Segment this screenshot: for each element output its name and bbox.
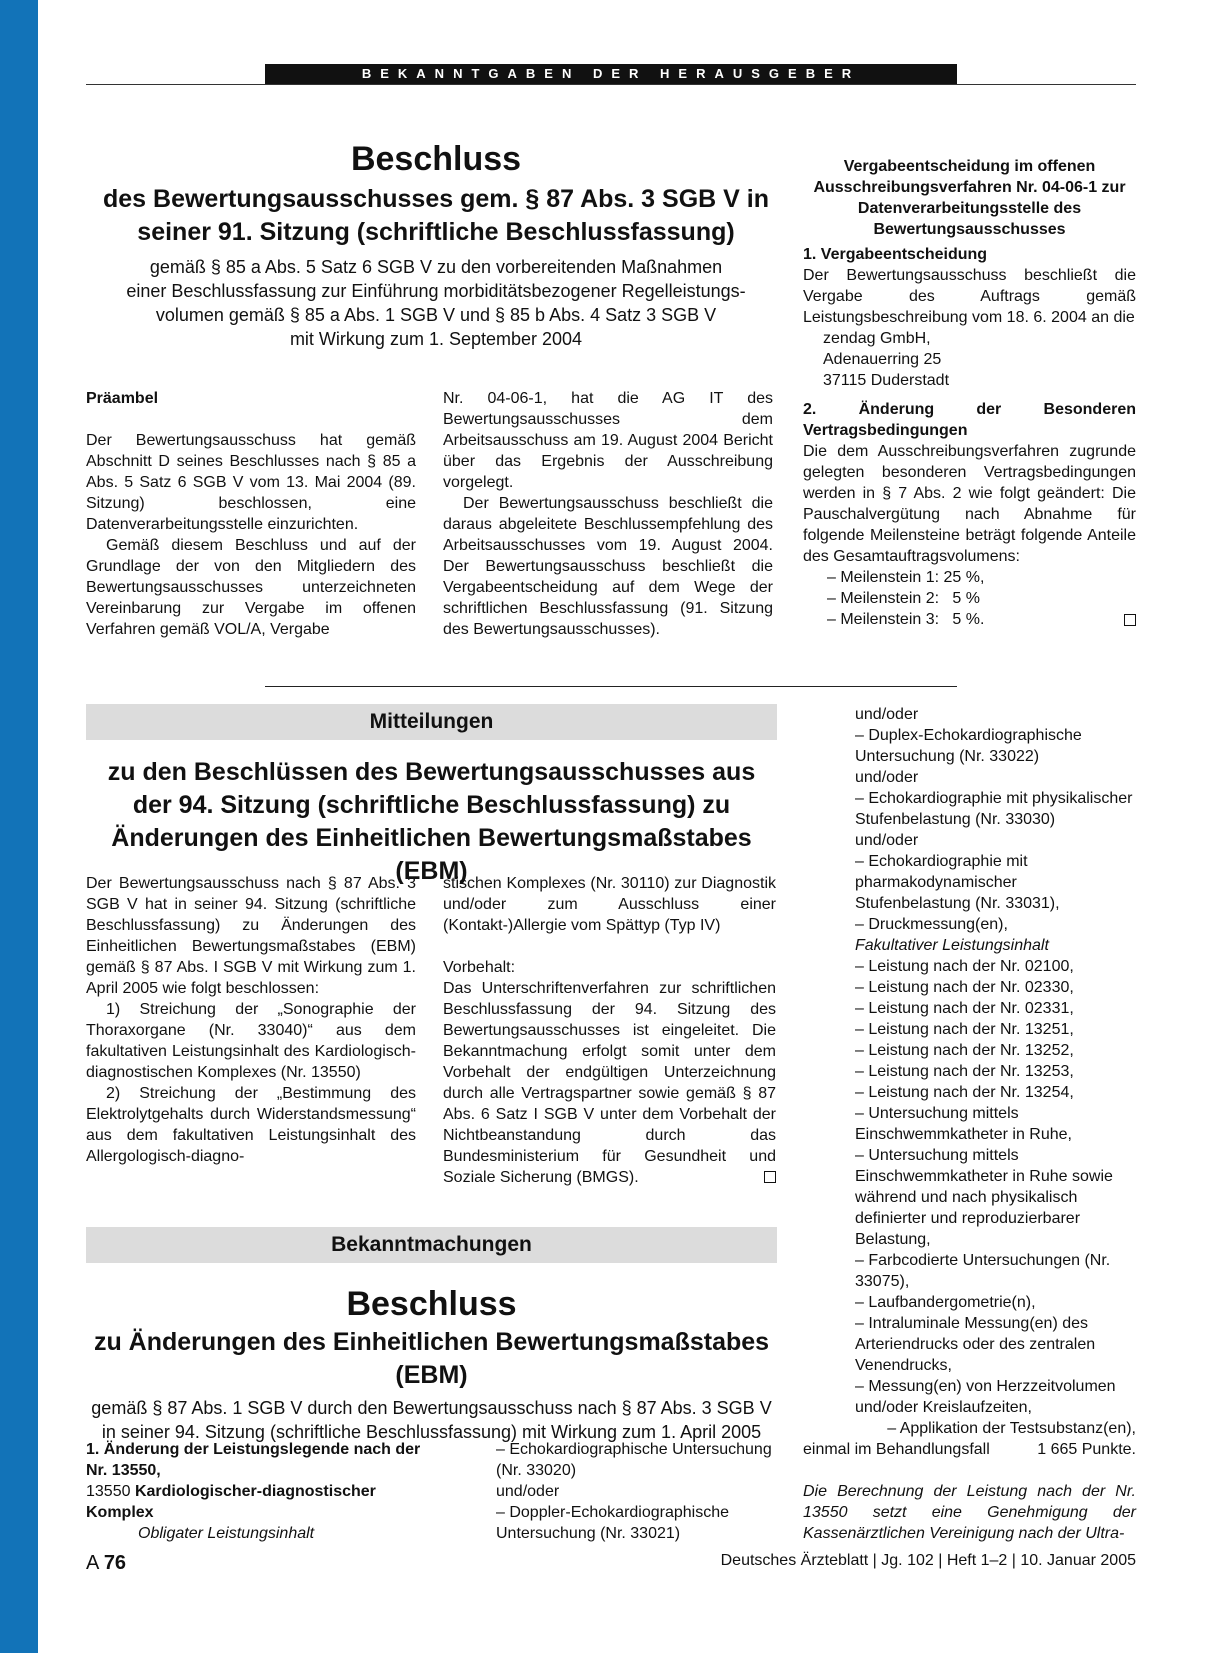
bekanntmachungen-block	[86, 1285, 777, 1444]
beschluss1-subtitle: des Bewertungsausschusses gem. § 87 Abs. 3 SGB V in seiner 91. Sitzung (schriftliche Beschlussfassung)	[103, 185, 769, 246]
praeambel-p3: Nr. 04-06-1, hat die AG IT des Bewertungsausschusses dem Arbeitsausschuss am 19. August 2004 Bericht über das Ergebnis der Ausschreibung vorgelegt.	[443, 390, 773, 491]
list-item: – Leistung nach der Nr. 02331,	[855, 1000, 1074, 1017]
header-rule	[86, 84, 1136, 85]
beschluss1-line1: gemäß § 85 a Abs. 5 Satz 6 SGB V zu den vorbereitenden Maßnahmen	[149, 257, 723, 277]
beschluss1-line2: einer Beschlussfassung zur Einführung morbiditätsbezogener Regelleistungs-	[126, 281, 746, 301]
journal-volume: Jg. 102	[881, 1552, 934, 1569]
beschluss1-title: Beschluss	[350, 140, 522, 178]
leistungslegende-heading: 1. Änderung der Leistungslegende nach der Nr. 13550,	[86, 1441, 421, 1479]
page-number-value: 76	[103, 1552, 127, 1574]
meilenstein-1: – Meilenstein 1: 25 %,	[827, 569, 985, 586]
einmal-text: einmal im Behandlungsfall	[803, 1441, 990, 1458]
bekanntmachungen-col2	[496, 1439, 776, 1544]
journal-date: 10. Januar 2005	[1020, 1552, 1136, 1569]
praeambel-p1: Der Bewertungsausschuss hat gemäß Abschnitt D seines Beschlusses nach § 85 a Abs. 5 Satz 6 SGB V vom 13. Mai 2004 (89. Sitzung) beschlossen, eine Datenverarbeitungsstelle einzurichten.	[86, 432, 416, 533]
list-item: – Farbcodierte Untersuchungen (Nr. 33075),	[855, 1252, 1111, 1290]
bek-col2-item: und/oder	[496, 1483, 560, 1500]
vergabe-addr1: zendag GmbH,	[823, 330, 931, 347]
list-item: – Applikation der Testsubstanz(en),	[887, 1420, 1136, 1437]
blue-sidebar	[0, 0, 38, 1653]
vergabe-p1: Der Bewertungsausschuss beschließt die Vergabe des Auftrags gemäß Leistungsbeschreibung vom 18. 6. 2004 an die	[803, 267, 1136, 326]
list-item: – Messung(en) von Herzzeitvolumen und/oder Kreislaufzeiten,	[855, 1378, 1116, 1416]
list-item: – Leistung nach der Nr. 02100,	[855, 958, 1074, 975]
berechnung-text: Die Berechnung der Leistung nach der Nr. 13550 setzt eine Genehmigung der Kassenärztlichen Vereinigung nach der Ultra-	[803, 1483, 1136, 1542]
list-item: – Untersuchung mittels Einschwemmkatheter in Ruhe,	[855, 1105, 1072, 1143]
beschluss1-block	[86, 140, 786, 351]
mitteilungen-p4: stischen Komplexes (Nr. 30110) zur Diagnostik und/oder zum Ausschluss einer (Kontakt-)Allergie vom Spättyp (Typ IV)	[443, 875, 776, 934]
list-item: – Leistung nach der Nr. 13252,	[855, 1042, 1074, 1059]
leistung-title: Kardiologischer-diagnostischer Komplex	[86, 1483, 376, 1521]
list-item: – Echokardiographie mit physikalischer Stufenbelastung (Nr. 33030)	[855, 790, 1133, 828]
list-item: – Leistung nach der Nr. 13253,	[855, 1063, 1074, 1080]
beschluss1-line4: mit Wirkung zum 1. September 2004	[289, 329, 583, 349]
praeambel-p2: Gemäß diesem Beschluss und auf der Grundlage der von den Mitgliedern des Bewertungsausschusses unterzeichneten Vereinbarung zur Vergabe im offenen Verfahren gemäß VOL/A, Vergabe	[86, 537, 416, 638]
right-column-list	[803, 704, 1136, 1544]
leistung-code: 13550	[86, 1483, 131, 1500]
mitteilungen-p2: 1) Streichung der „Sonographie der Thoraxorgane (Nr. 33040)“ aus dem fakultativen Leistungsinhalt des Kardiologisch-diagnostischen Komplexes (Nr. 13550)	[86, 1001, 416, 1081]
praeambel-heading: Präambel	[86, 390, 159, 407]
list-item: – Duplex-Echokardiographische Untersuchung (Nr. 33022)	[855, 727, 1082, 765]
mitteilungen-p3: 2) Streichung der „Bestimmung des Elektrolytgehalts durch Widerstandsmessung“ aus dem fakultativen Leistungsinhalt des Allergologisch-diagno-	[86, 1085, 416, 1165]
beschluss1-col1	[86, 388, 416, 640]
vorbehalt-text: Das Unterschriftenverfahren zur schriftlichen Beschlussfassung der 94. Sitzung des Bewertungsausschusses ist eingeleitet. Die Bekanntmachung erfolgt somit unter dem Vorbehalt der endgültigen Unterzeichnung durch alle Vertragspartner sowie gemäß § 87 Abs. 6 Satz I SGB V unter dem Vorbehalt der Nichtbeanstandung durch das Bundesministerium für Gesundheit und Soziale Sicherung (BMGS).	[443, 980, 776, 1186]
mitteilungen-p1: Der Bewertungsausschuss nach § 87 Abs. 3 SGB V hat in seiner 94. Sitzung (schriftliche Beschlussfassung) zu Änderungen des Einheitlichen Bewertungsmaßstabes (EBM) gemäß § 87 Abs. I SGB V mit Wirkung zum 1. April 2005 wie folgt beschlossen:	[86, 875, 416, 997]
list-item: und/oder	[855, 706, 919, 723]
meilenstein-3: – Meilenstein 3: 5 %.	[827, 611, 985, 628]
vorbehalt-heading: Vorbehalt:	[443, 959, 516, 976]
punkte-value: 1 665 Punkte.	[1037, 1441, 1136, 1458]
mitteilungen-col2	[443, 873, 776, 1188]
list-item: und/oder	[855, 769, 919, 786]
beschluss2-line2: in seiner 94. Sitzung (schriftliche Beschlussfassung) mit Wirkung zum 1. April 2005	[101, 1422, 762, 1442]
bekanntmachungen-col1	[86, 1439, 426, 1544]
beschluss2-subtitle: zu Änderungen des Einheitlichen Bewertungsmaßstabes (EBM)	[93, 1328, 770, 1389]
fakultativ-heading: Fakultativer Leistungsinhalt	[855, 937, 1049, 954]
mitteilungen-label: Mitteilungen	[86, 704, 777, 740]
mitteilungen-title: zu den Beschlüssen des Bewertungsausschusses aus der 94. Sitzung (schriftliche Beschlussfassung) zu Änderungen des Einheitlichen Bewertungsmaßstabes (EBM)	[107, 758, 756, 885]
end-mark-icon	[764, 1171, 776, 1183]
list-item: – Leistung nach der Nr. 02330,	[855, 979, 1074, 996]
page-number	[86, 1552, 126, 1575]
journal-footer: Deutsches Ärzteblatt | Jg. 102 | Heft 1–2 | 10. Januar 2005	[720, 1552, 1136, 1569]
list-item: und/oder	[855, 832, 919, 849]
beschluss2-title: Beschluss	[346, 1285, 517, 1323]
section-rule	[265, 686, 957, 687]
section-banner: BEKANNTGABEN DER HERAUSGEBER	[265, 64, 957, 84]
vergabe-p2: Die dem Ausschreibungsverfahren zugrunde gelegten besonderen Vertragsbedingungen werden in § 7 Abs. 2 wie folgt geändert: Die Pauschalvergütung nach Abnahme für folgende Meilensteine beträgt folgende Anteile des Gesamtauftragsvolumens:	[803, 443, 1136, 565]
page-prefix: A	[86, 1552, 99, 1574]
list-item: – Laufbandergometrie(n),	[855, 1294, 1036, 1311]
list-item: – Echokardiographie mit pharmakodynamischer Stufenbelastung (Nr. 33031),	[855, 853, 1060, 912]
list-item: – Leistung nach der Nr. 13251,	[855, 1021, 1074, 1038]
vergabe-block	[803, 156, 1136, 630]
vergabe-addr3: 37115 Duderstadt	[823, 372, 950, 389]
list-item: – Druckmessung(en),	[855, 916, 1008, 933]
vergabe-h1: 1. Vergabeentscheidung	[803, 246, 988, 263]
beschluss1-line3: volumen gemäß § 85 a Abs. 1 SGB V und § 85 b Abs. 4 Satz 3 SGB V	[155, 305, 717, 325]
bekanntmachungen-label: Bekanntmachungen	[86, 1227, 777, 1263]
beschluss1-col2	[443, 388, 773, 640]
meilenstein-2: – Meilenstein 2: 5 %	[827, 590, 980, 607]
vergabe-title: Vergabeentscheidung im offenen Ausschreibungsverfahren Nr. 04-06-1 zur Datenverarbeitungsstelle des Bewertungsausschusses	[813, 158, 1126, 238]
list-item: – Untersuchung mittels Einschwemmkatheter in Ruhe sowie während und nach physikalisch definierter und reproduzierbarer Belastung,	[855, 1147, 1113, 1248]
obligat-heading: Obligater Leistungsinhalt	[138, 1525, 315, 1542]
vergabe-addr2: Adenauerring 25	[823, 351, 942, 368]
journal-name: Deutsches Ärzteblatt	[720, 1552, 869, 1569]
beschluss2-line1: gemäß § 87 Abs. 1 SGB V durch den Bewertungsausschuss nach § 87 Abs. 3 SGB V	[91, 1398, 772, 1418]
bek-col2-item: – Echokardiographische Untersuchung (Nr. 33020)	[496, 1441, 772, 1479]
mitteilungen-col1	[86, 873, 416, 1167]
list-item: – Leistung nach der Nr. 13254,	[855, 1084, 1074, 1101]
list-item: – Intraluminale Messung(en) des Arteriendrucks oder des zentralen Venendrucks,	[855, 1315, 1096, 1374]
journal-issue: Heft 1–2	[946, 1552, 1008, 1569]
end-mark-icon	[1124, 614, 1136, 626]
praeambel-p4: Der Bewertungsausschuss beschließt die daraus abgeleitete Beschlussempfehlung des Arbeitsausschusses vom 19. August 2004. Der Bewertungsausschuss beschließt die Vergabeentscheidung auf dem Wege der schriftlichen Beschlussfassung (91. Sitzung des Bewertungsausschusses).	[443, 495, 773, 638]
vergabe-h2: 2. Änderung der Besonderen Vertragsbedingungen	[803, 401, 1136, 439]
bek-col2-item: – Doppler-Echokardiographische Untersuchung (Nr. 33021)	[496, 1504, 730, 1542]
